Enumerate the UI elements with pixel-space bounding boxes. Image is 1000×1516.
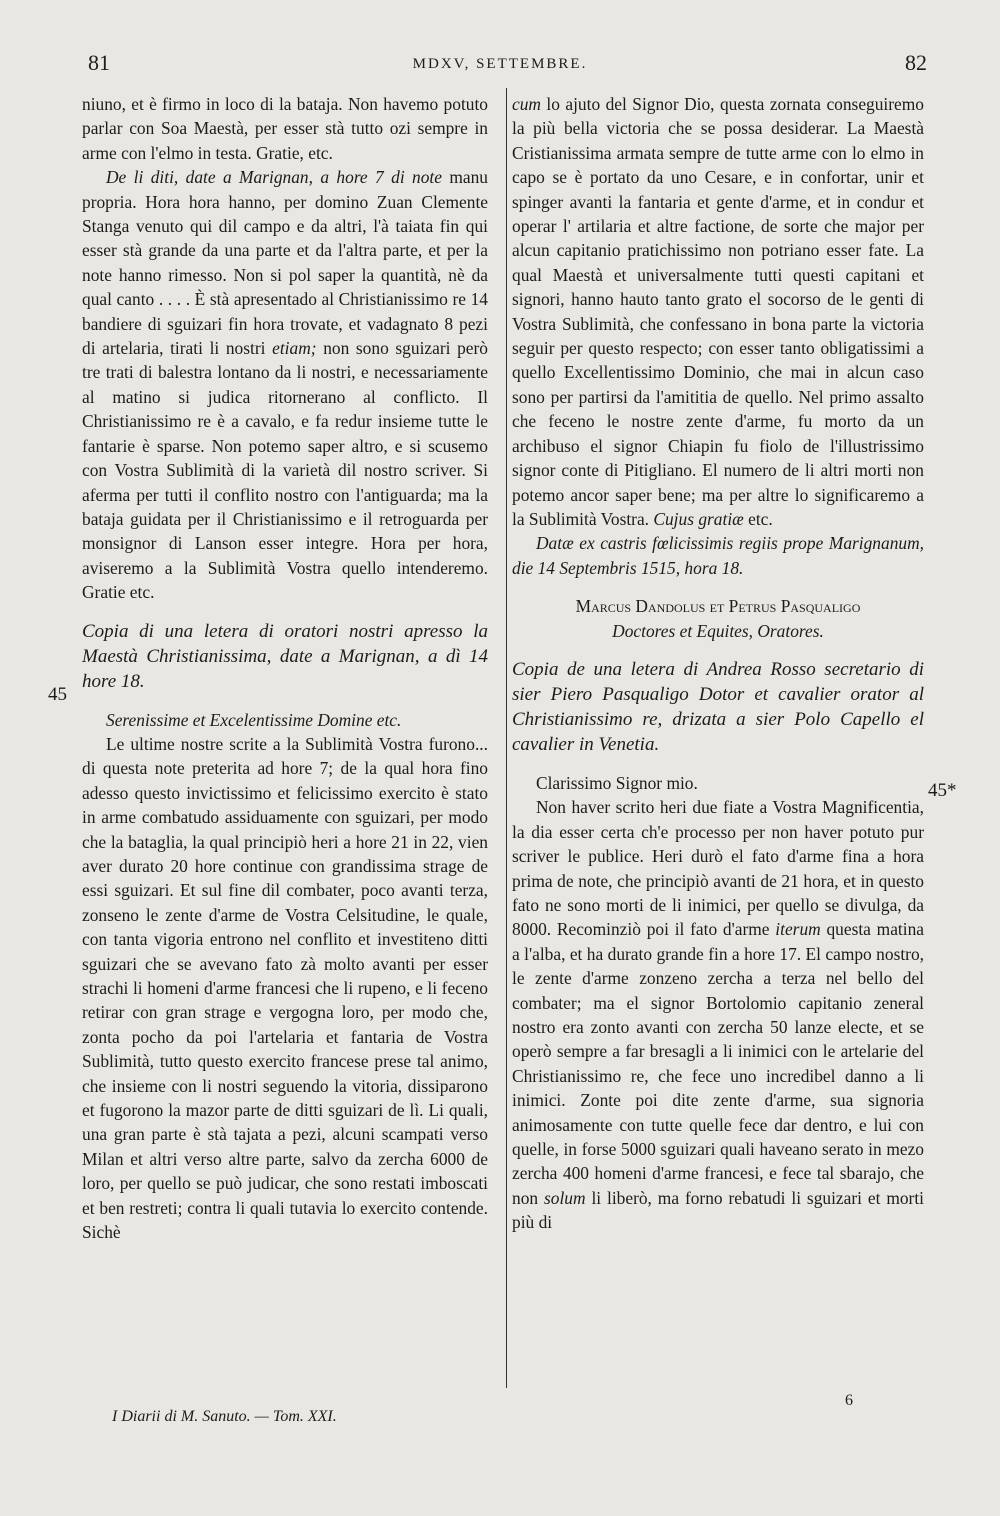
right-p2-solum: solum xyxy=(543,1187,586,1208)
right-salutation: Clarissimo Signor mio. xyxy=(536,772,698,793)
right-p2-iterum: iterum xyxy=(775,919,821,940)
right-p1-cujus: Cujus gratiæ xyxy=(653,508,744,529)
column-rule xyxy=(506,88,507,1388)
left-p2-italic: De li diti, date a Marignan, a hore 7 di note xyxy=(106,167,442,188)
right-p2-rest: questa matina a l'alba, et ha durato grande fin a hore 17. El campo nostro, le zente d'arme zonzeno zercha a terza nel bello del combater; ma el signor Bortolomio capitanio zeneral nostro era zonto avanti con zercha 50 lanze electe, et se operò sempre a far bresagli a li inimici con le artelarie del Christianissimo re, che fece uno incredibel danno a li inimici. Zonte poi dite zente d'arme, sua signoria animosamente con tutte quelle fece dar dentro, e lui con quelle, in forse 5000 sguizari quali haveano serato in mezo zercha 400 homeni d'arme francesi, e fece tal sbarajo, che non xyxy=(512,919,924,1208)
right-p1-cum: cum xyxy=(512,94,541,114)
left-paragraph-2 xyxy=(82,165,488,604)
right-paragraph-1 xyxy=(512,92,924,531)
left-column xyxy=(82,92,488,1244)
right-signature-names: Marcus Dandolus et Petrus Pasqualigo xyxy=(575,596,861,617)
right-column xyxy=(512,92,924,1235)
signature-mark: 6 xyxy=(845,1392,853,1409)
page-number-left: 81 xyxy=(88,50,110,75)
right-paragraph-2 xyxy=(512,795,924,1234)
left-salutation: Serenissime et Excelentissime Domine etc. xyxy=(106,709,402,730)
right-letter-heading: Copia de una letera di Andrea Rosso secretario di sier Piero Pasqualigo Dotor et cavalier orator al Christianissimo re, drizata a sier Polo Capello el cavalier in Venetia. xyxy=(512,658,924,755)
right-p1-etc: etc. xyxy=(743,508,773,529)
right-datae: Datæ ex castris fœlicissimis regiis prope Marignanum, die 14 Septembris 1515, hora 18. xyxy=(512,533,924,578)
left-p2-etiam: etiam; xyxy=(272,338,317,359)
right-p1-text: lo ajuto del Signor Dio, questa zornata conseguiremo la più bella victoria che se possa desiderar. La Maestà Cristianissima armata sempre de tutte arme con lo elmo in capo se è portato da uno Cesare, e in confortar, unir et spinger avanti la fantaria et gente d'arme, et in condur et operar l' artilaria et altre factione, de sorte che major per alcun capitanio pratichissimo non potriano esser fate. La qual Maestà et universalmente tutti questi capitani et signori, hanno hauto tanto grato el socorso de le genti di Vostra Sublimità, che confessano in bona parte la victoria seguir per questo respecto; con esser tanto obligatissimi a quello Excellentissimo Dominio, che mai in alcun caso sono per partirsi da l'amititia de quello. Nel primo assalto che feceno le nostre zente d'arme, fu morto da un archibuso el signor Chiapin fu fiolo de l'illustrissimo signor conte di Pitigliano. El numero de li altri morti non potemo ancor saper bene; ma per altre lo significaremo a la Sublimità Vostra. xyxy=(512,94,924,529)
running-title: MDXV, SETTEMBRE. xyxy=(412,56,588,72)
page-number-right: 82 xyxy=(905,50,927,75)
right-signature-titles: Doctores et Equites, Oratores. xyxy=(612,620,824,641)
right-p2-end: li liberò, ma forno rebatudi li sguizari et morti più di xyxy=(512,1187,924,1233)
left-paragraph-3: Le ultime nostre scrite a la Sublimità Vostra furono... di questa note preterita ad hore 7; de la qual hora fino adesso questo invictissimo et felicissimo exercito è stato in arme combatudo assiduamente con sguizari, per modo che la bataglia, la qual principiò heri a hore 21 in 22, vien aver durato 20 hore continue con grandissima strage de essi sguizari. Et sul fine dil combater, poco avanti terza, zonseno le zente d'arme de Vostra Celsitudine, le quale, con tanta vigoria entrono nel conflito et investiteno ditti sguizari che se avevano fato zà molto avanti per esser strachi li homeni d'arme francesi che li rupeno, e li feceno retirar con gran strage e vergogna loro, per modo che, zonta pocho da poi l'artelaria et fantaria de Vostra Sublimità, tutto questo exercito francese prese tal animo, che insieme con li nostri seguendo la vitoria, dissiparono et fugorono la mazor parte de ditti sguizari de lì. Li quali, una gran parte è stà tajata a pezi, alcuni scampati verso Milan et altri verso altre parte, salvo da zercha 6000 de loro, per quello se può judicar, che sono restati imboscati et ben restreti; contra li quali tutavia lo exercito contende. Sichè xyxy=(82,733,488,1243)
left-paragraph-1: niuno, et è firmo in loco di la bataja. Non havemo potuto parlar con Soa Maestà, per esser stà tutto ozi sempre in arme con l'elmo in testa. Gratie, etc. xyxy=(82,94,488,163)
right-p2-text: Non haver scrito heri due fiate a Vostra Magnificentia, la dia esser certa ch'e processo per non haver potuto pur scriver le publice. Heri durò el fato d'arme fina a hora prima de note, che principiò avanti de 21 hora, et in questo fato ne sono morti de li inimici, per quello se divulga, da 8000. Recominziò poi il fato d'arme xyxy=(512,797,924,940)
left-margin-number: 45 xyxy=(48,684,67,705)
left-letter-heading: Copia di una letera di oratori nostri apresso la Maestà Christianissima, date a Marignan, a dì 14 hore 18. xyxy=(82,620,488,692)
left-p2-text: manu propria. Hora hora hanno, per domino Zuan Clemente Stanga venuto qui dil campo e da altri, l'à taiata fin qui esser stà grande da una parte et da l'altra parte, et per la note hanno rimesso. Non si pol saper la quantità, nè da qual canto . . . . È stà apresentado al Christianissimo re 14 bandiere di sguizari fin hora trovate, et vadagnato 8 pezi di artelaria, tirati li nostri xyxy=(82,167,489,359)
right-margin-number: 45* xyxy=(928,780,957,801)
footer-title: I Diarii di M. Sanuto. — Tom. XXI. xyxy=(112,1408,337,1425)
left-p2-rest: non sono sguizari però tre trati di balestra lontano da li nostri, e necessariamente al matino si judica ritornerano al conflicto. Il Christianissimo re è a cavalo, e fa redur insieme tutte le fantarie è sparse. Non potemo saper altro, e si scusemo con Vostra Sublimità di la varietà dil nostro scriver. Si aferma per tutti il conflito nostro con l'antiguarda; ma la bataja guidata per il Christianissimo e il retroguarda per monsignor di Lanson esser integre. Hora per hora, aviseremo a la Sublimità Vostra quello intenderemo. Gratie etc. xyxy=(82,338,488,603)
